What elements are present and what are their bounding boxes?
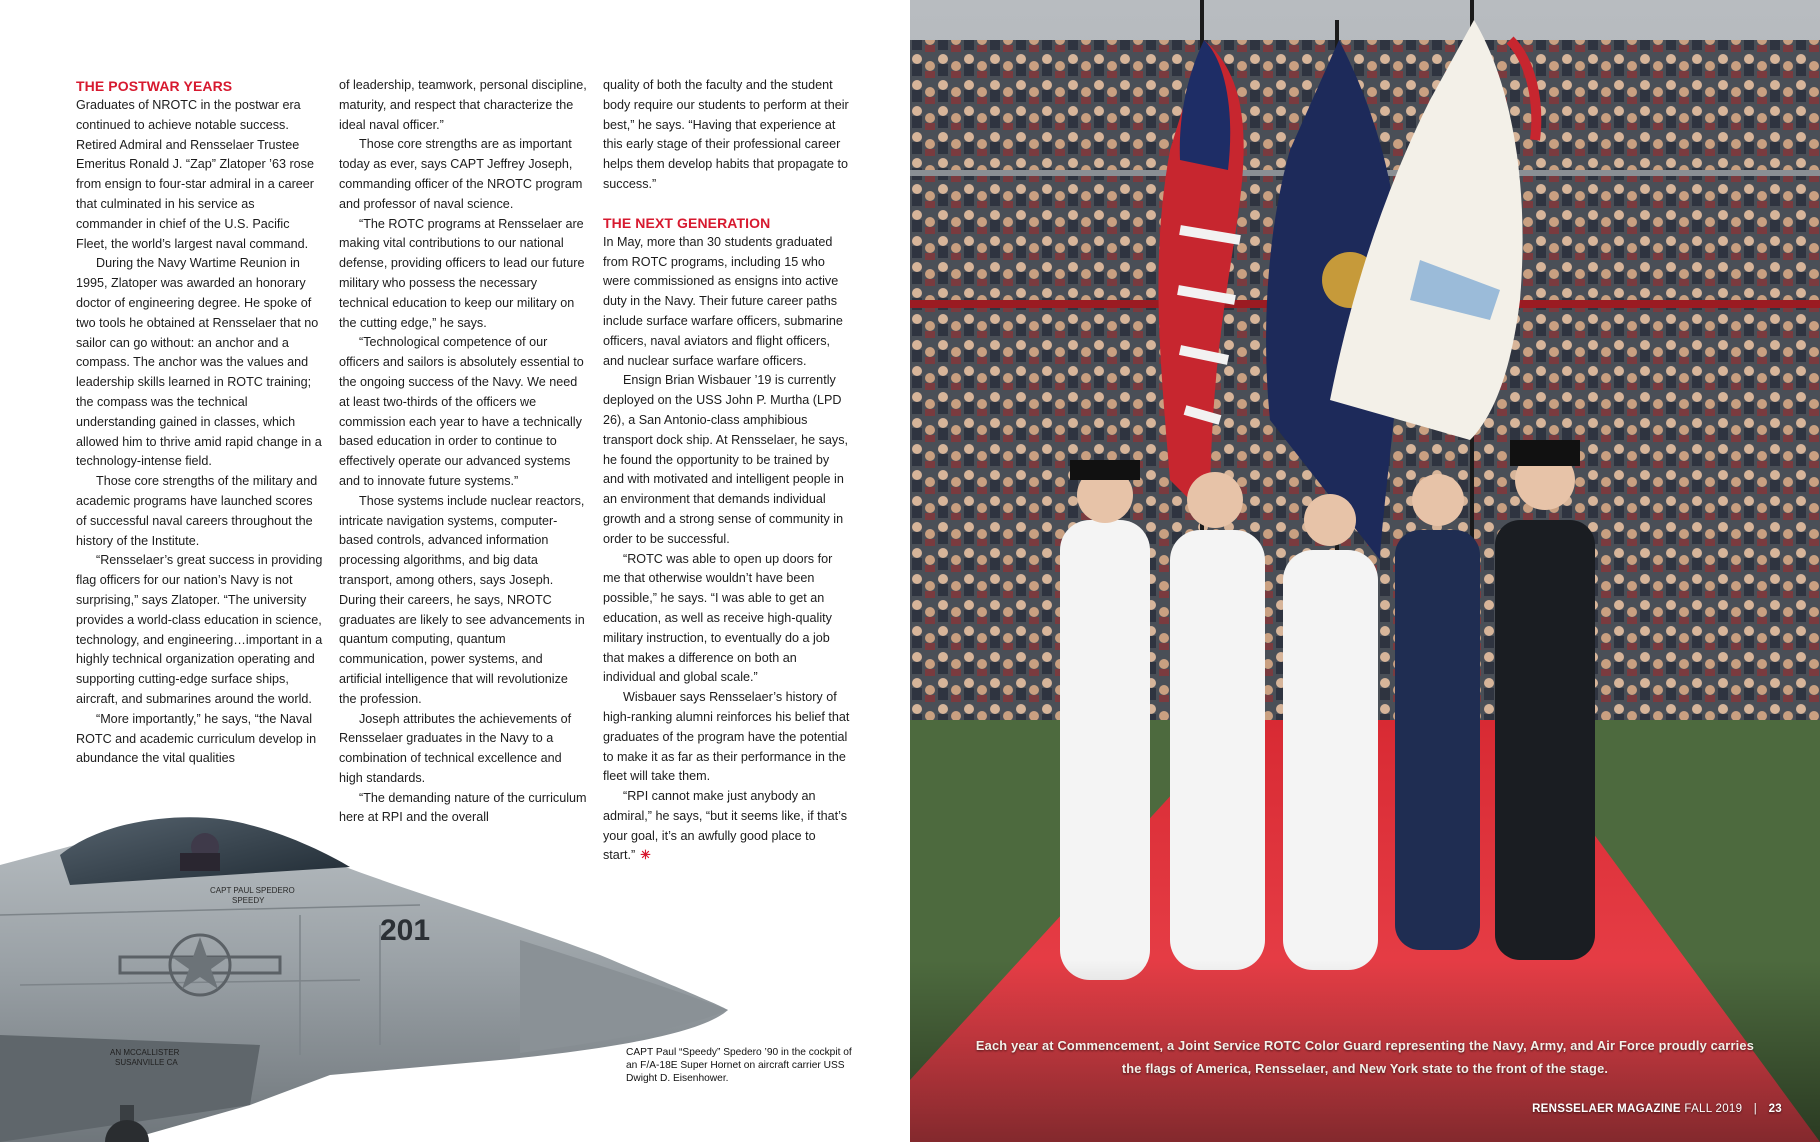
paragraph: of leadership, teamwork, personal discipline, maturity, and respect that characterize the ideal naval officer.” xyxy=(339,78,587,132)
paragraph: In May, more than 30 students graduated from ROTC programs, including 15 who were commissioned as ensigns into active duty in the Navy. Their future career paths include surface warfare officers, submarine officers, naval aviators and flight officers, and nuclear surface warfare officers. xyxy=(603,234,843,368)
paragraph: Ensign Brian Wisbauer ’19 is currently deployed on the USS John P. Murtha (LPD 26), a San Antonio-class amphibious transport dock ship. At Rensselaer, he says, he found the opportunity to be trained by and with motivated and intelligent people in an environment that demands individual growth and a strong sense of community in order to be successful. xyxy=(603,373,849,546)
jet-side-number: 201 xyxy=(380,914,431,947)
paragraph: Joseph attributes the achievements of Rensselaer graduates in the Navy to a combination of technical excellence and high standards. xyxy=(339,711,572,785)
left-page xyxy=(0,0,909,1142)
section-heading-next-generation: THE NEXT GENERATION xyxy=(603,214,771,231)
article-column-1 xyxy=(76,76,324,769)
right-page-photo xyxy=(910,0,1820,1142)
issue-date: FALL 2019 xyxy=(1684,1103,1743,1115)
folio-separator: | xyxy=(1753,1103,1758,1115)
jet-crew-hometown: SUSANVILLE CA xyxy=(115,1058,178,1067)
paragraph: During the Navy Wartime Reunion in 1995, Zlatoper was awarded an honorary doctor of engineering degree. He spoke of two tools he obtained at Rensselaer that no sailor can go without: an anchor and a compass. The anchor was the values and leadership skills learned in ROTC training; the compass was the technical understanding gained in classes, which allowed him to thrive amid rapid change in a technology-intense field. xyxy=(76,256,322,469)
paragraph: “The ROTC programs at Rensselaer are making vital contributions to our national defense, providing officers to lead our future military who possess the necessary technical education to keep our military on the cutting edge,” he says. xyxy=(339,216,585,330)
color-guard-photo xyxy=(910,0,1820,1142)
jet-photo-caption: CAPT Paul “Speedy” Spedero ’90 in the cockpit of an F/A-18E Super Hornet on aircraft carrier USS Dwight D. Eisenhower. xyxy=(626,1047,852,1084)
paragraph: Graduates of NROTC in the postwar era continued to achieve notable success. Retired Admiral and Rensselaer Trustee Emeritus Ronald J. “Zap” Zlatoper ’63 rose from ensign to four-star admiral in a career that culminated in his service as commander in chief of the U.S. Pacific Fleet, the world’s largest naval command. xyxy=(76,98,314,251)
jet-crew-plate: AN MCCALLISTER xyxy=(110,1048,180,1057)
jet-name-plate: CAPT PAUL SPEDERO xyxy=(210,886,295,895)
section-heading-postwar: THE POSTWAR YEARS xyxy=(76,78,233,94)
article-column-3 xyxy=(603,76,851,866)
paragraph: “More importantly,” he says, “the Naval ROTC and academic curriculum develop in abundance the vital qualities xyxy=(76,711,317,766)
paragraph: “Technological competence of our officers and sailors is absolutely essential to the ongoing success of the Navy. We need at least two-thirds of the officers we commission each year to have a technically based education in order to continue to effectively operate our advanced systems and to innovate future systems.” xyxy=(339,335,584,488)
paragraph: Those core strengths are as important today as ever, says CAPT Jeffrey Joseph, commanding officer of the NROTC program and professor of naval science. xyxy=(339,137,583,211)
paragraph: “Rensselaer’s great success in providing flag officers for our nation’s Navy is not surprising,” says Zlatoper. “The university provides a world-class education in science, technology, and engineering…important in a highly technical organization operating and supporting cutting-edge surface ships, aircraft, and submarines around the world. xyxy=(76,553,323,706)
paragraph: “ROTC was able to open up doors for me that otherwise wouldn’t have been possible,” he says. “I was able to get an education, as well as receive high-quality military instruction, to eventually do a job that makes a difference on both an individual and global scale.” xyxy=(603,551,833,685)
paragraph: Those systems include nuclear reactors, intricate navigation systems, computer-based controls, advanced information processing algorithms, and big data transport, among others, says Joseph. During their careers, he says, NROTC graduates are likely to see advancements in quantum computing, quantum communication, power systems, and artificial intelligence that will revolutionize the profession. xyxy=(339,493,585,706)
article-column-2 xyxy=(339,76,587,828)
paragraph: quality of both the faculty and the student body require our students to perform at their best,” he says. “Having that experience at this early stage of their professional career helps them develop habits that propagate to success.” xyxy=(603,78,849,191)
paragraph-text: “RPI cannot make just anybody an admiral,” he says, “but it seems like, if that’s your goal, it’s an awfully good place to start.” xyxy=(603,789,848,863)
page-folio xyxy=(1532,1103,1782,1115)
paragraph: Wisbauer says Rensselaer’s history of high-ranking alumni reinforces his belief that graduates of the program have the potential to make it as far as their performance in the fleet will take them. xyxy=(603,690,850,784)
magazine-name: RENSSELAER MAGAZINE xyxy=(1532,1103,1681,1115)
page-number: 23 xyxy=(1768,1103,1782,1115)
jet-illustration xyxy=(0,805,740,1142)
end-mark-icon: ✳ xyxy=(640,848,651,863)
paragraph: “The demanding nature of the curriculum here at RPI and the overall xyxy=(339,790,587,825)
jet-call-sign: SPEEDY xyxy=(232,896,265,905)
photo-caption: Each year at Commencement, a Joint Service ROTC Color Guard representing the Navy, Army, and Air Force proudly carries the flags of America, Rensselaer, and New York state to the front of the stage. xyxy=(975,1038,1755,1076)
paragraph: Those core strengths of the military and academic programs have launched scores of successful naval careers throughout the history of the Institute. xyxy=(76,474,318,548)
